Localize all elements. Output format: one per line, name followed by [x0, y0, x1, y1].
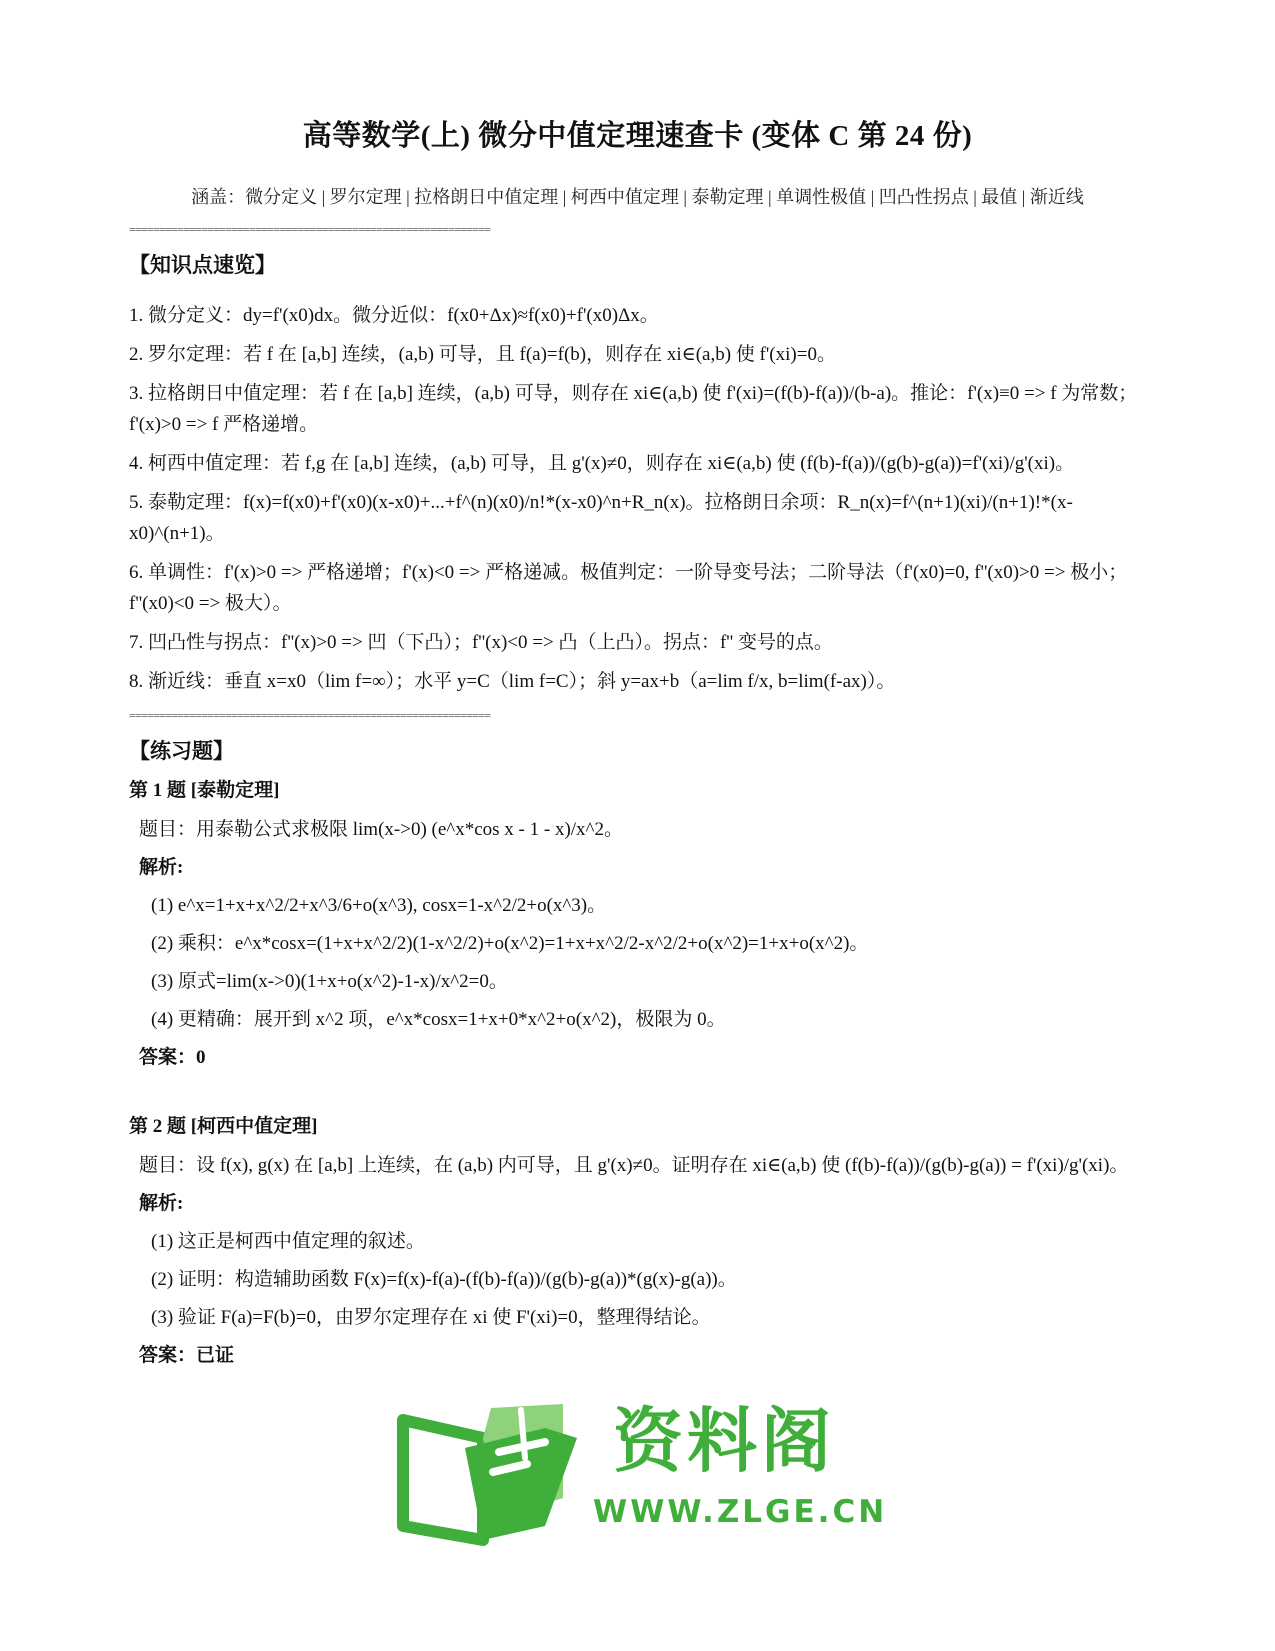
problem-2 [129, 1112, 1145, 1371]
solution-heading: 解析: [139, 857, 184, 878]
solution-step: (3) 原式=lim(x->0)(1+x+o(x^2)-1-x)/x^2=0。 [151, 971, 508, 992]
covers-line: 涵盖：微分定义 | 罗尔定理 | 拉格朗日中值定理 | 柯西中值定理 | 泰勒定理 | 单调性极值 | 凹凸性拐点 | 最值 | 渐近线 [191, 187, 1084, 207]
knowledge-heading: 【知识点速览】 [129, 253, 276, 277]
knowledge-item: 6. 单调性：f'(x)>0 => 严格递增；f'(x)<0 => 严格递减。极值判定：一阶导变号法；二阶导法（f'(x0)=0, f''(x0)>0 => 极小；f''(x0)<0 => 极大）。 [129, 562, 1128, 614]
watermark-url: WWW.ZLGE.CN [593, 1494, 888, 1530]
open-book-icon [395, 1398, 585, 1548]
watermark-logo [395, 1398, 888, 1548]
solution-step: (4) 更精确：展开到 x^2 项，e^x*cosx=1+x+0*x^2+o(x^2)，极限为 0。 [151, 1009, 726, 1030]
separator-middle: ============================================================ [129, 710, 491, 722]
page-title: 高等数学(上) 微分中值定理速查卡 (变体 C 第 24 份) [302, 120, 973, 152]
problem-title: 第 1 题 [泰勒定理] [129, 780, 280, 801]
solution-step: (1) 这正是柯西中值定理的叙述。 [151, 1231, 425, 1252]
knowledge-item: 1. 微分定义：dy=f'(x0)dx。微分近似：f(x0+Δx)≈f(x0)+f'(x0)Δx。 [129, 305, 659, 326]
problem-statement: 题目：设 f(x), g(x) 在 [a,b] 上连续，在 (a,b) 内可导，且 g'(x)≠0。证明存在 xi∈(a,b) 使 (f(b)-f(a))/(g(b)-g(a)) = f'(xi)/g'(xi)。 [139, 1155, 1129, 1176]
problem-statement: 题目：用泰勒公式求极限 lim(x->0) (e^x*cos x - 1 - x)/x^2。 [139, 819, 623, 840]
solution-step: (3) 验证 F(a)=F(b)=0，由罗尔定理存在 xi 使 F'(xi)=0，整理得结论。 [151, 1307, 711, 1328]
solution-step: (1) e^x=1+x+x^2/2+x^3/6+o(x^3), cosx=1-x^2/2+o(x^3)。 [151, 895, 607, 916]
knowledge-item: 8. 渐近线：垂直 x=x0（lim f=∞）；水平 y=C（lim f=C）；斜 y=ax+b（a=lim f/x, b=lim(f-ax)）。 [129, 671, 896, 692]
problem-title: 第 2 题 [柯西中值定理] [129, 1116, 318, 1137]
separator-top: ============================================================ [129, 224, 491, 236]
knowledge-item: 5. 泰勒定理：f(x)=f(x0)+f'(x0)(x-x0)+...+f^(n)(x0)/n!*(x-x0)^n+R_n(x)。拉格朗日余项：R_n(x)=f^(n+1)(xi)/(n+1)!*(x-x0)^(n+1)。 [129, 492, 1073, 544]
solution-heading: 解析: [139, 1193, 184, 1214]
knowledge-item: 3. 拉格朗日中值定理：若 f 在 [a,b] 连续，(a,b) 可导，则存在 xi∈(a,b) 使 f'(xi)=(f(b)-f(a))/(b-a)。推论：f'(x)≡0 => f 为常数；f'(x)>0 => f 严格递增。 [129, 383, 1138, 435]
solution-step: (2) 乘积：e^x*cosx=(1+x+x^2/2)(1-x^2/2)+o(x^2)=1+x+x^2/2-x^2/2+o(x^2)=1+x+o(x^2)。 [151, 933, 869, 954]
problem-1 [129, 776, 1145, 1073]
answer: 答案：0 [139, 1047, 206, 1068]
knowledge-item: 7. 凹凸性与拐点：f''(x)>0 => 凹（下凸）；f''(x)<0 => 凸（上凸）。拐点：f'' 变号的点。 [129, 632, 833, 653]
solution-step: (2) 证明：构造辅助函数 F(x)=f(x)-f(a)-(f(b)-f(a))/(g(b)-g(a))*(g(x)-g(a))。 [151, 1269, 737, 1290]
answer: 答案：已证 [139, 1345, 235, 1366]
watermark-name: 资料阁 [613, 1400, 835, 1482]
knowledge-list [129, 300, 1145, 705]
practice-heading: 【练习题】 [129, 739, 234, 763]
knowledge-item: 2. 罗尔定理：若 f 在 [a,b] 连续，(a,b) 可导，且 f(a)=f(b)，则存在 xi∈(a,b) 使 f'(xi)=0。 [129, 344, 836, 365]
knowledge-item: 4. 柯西中值定理：若 f,g 在 [a,b] 连续，(a,b) 可导，且 g'(x)≠0，则存在 xi∈(a,b) 使 (f(b)-f(a))/(g(b)-g(a))=f'(xi)/g'(xi)。 [129, 453, 1075, 474]
